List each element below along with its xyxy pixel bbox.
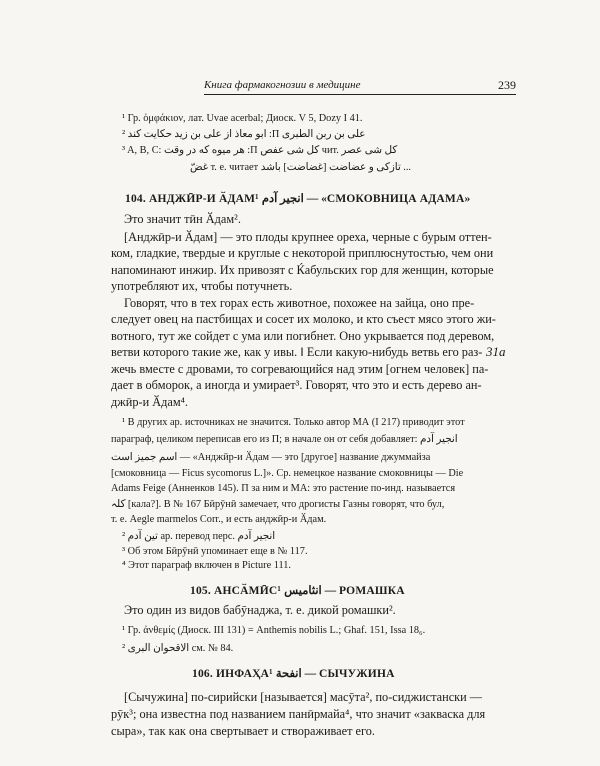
entry-104-line: вотного, тут же сойдет с ума или погибнет. Оно укрывается под деревом,	[111, 329, 495, 343]
footnote-2-arabic: ² ابو معاذ از علی بن زید حکایت کند :П علی بن ربن الطبری	[122, 129, 366, 140]
entry-104-line: ком, гладкие, твердые и круглые с некоторой приплюснутостью, чем они	[111, 246, 494, 260]
footnote-104-1-cont: کلہ [кала?]. В № 167 Бӣрӯнӣ замечает, что дрогисты Газны говорят, что бул,	[111, 499, 445, 510]
entry-104-line: Говорят, что в тех горах есть животное, похожее на зайца, оно пре-	[124, 296, 475, 310]
running-head	[204, 79, 516, 95]
footnote-104-1-cont: [смоковница — Ficus sycomorus L.]». Ср. немецкое название смоковницы — Die	[111, 468, 464, 479]
entry-104-heading: 104. АНДЖӢР-И ӐДАМ¹ انجیر آدم — «СМОКОВНИЦА АДАМА»	[125, 193, 471, 205]
entry-104-line: жечь вместе с дровами, то согревающийся над этим [огнем человек] па-	[111, 362, 489, 376]
entry-106-line: рӯк³; она известна под названием панӣрмайа⁴, что значит «закваска для	[111, 707, 486, 721]
entry-105-heading: 105. АНСӐМӢС¹ انثامیس — РОМАШКА	[190, 585, 405, 597]
footnote-104-1-cont: т. е. Aegle marmelos Corr., и есть анджӣр-и Ӑдам.	[111, 514, 327, 525]
footnote-104-1-cont: Adams Feige (Анненков 145). П за ним и МА: это растение по-инд. называется	[111, 483, 456, 494]
footnote-104-1-cont: اسم جمیز است — «Анджӣр-и Ӑдам — это [другое] название джуммайза	[111, 452, 431, 463]
entry-105-line: Это один из видов бабӯнаджа, т. е. дикой ромашки².	[124, 603, 396, 617]
entry-104-line: Это значит тӣн Ӑдам².	[124, 212, 241, 226]
footnote-3-continuation: غضّ т. е. читает تازکی و عضاضت [غضاضت] باشد ...	[190, 162, 411, 173]
footnote-104-1: ¹ В других ар. источниках не значится. Только автор МА (I 217) приводит этот	[122, 417, 465, 428]
running-head-title: Книга фармакогнозии в медицине	[204, 79, 361, 91]
footnote-105-1: ¹ Гр. ἀνθεμίς (Диоск. III 131) = Anthemis nobilis L.; Ghaf. 151, Issa 18₆.	[122, 625, 426, 636]
entry-104-line: джӣр-и Ӑдам⁴.	[111, 395, 188, 409]
entry-104-line: [Анджӣр-и Ӑдам] — это плоды крупнее ореха, черные с бурым оттен-	[124, 230, 492, 244]
entry-104-line: напоминают инжир. Их привозят с Ќабульских гор для женщин, которые	[111, 263, 494, 277]
margin-folio-note: 31a	[486, 344, 506, 359]
entry-104-line: дает в обморок, а иногда и умирает³. Говорят, что это и есть дерево ан-	[111, 378, 482, 392]
entry-104-line: ветви которого такие же, как у ивы. ‖ Если какую-нибудь ветвь его раз-	[111, 345, 483, 359]
entry-104-line: следует овец на пастбищах и сосет их молоко, и кто съест мясо этого жи-	[111, 312, 496, 326]
entry-106-line: [Сычужина] по-сирийски [называется] масӯта², по-сиджистански —	[124, 690, 483, 704]
entry-104-line: употребляют их, чтобы потучнеть.	[111, 279, 293, 293]
footnote-3-arabic: ³ A, B, C: هر میوه که در وقت :Π کل شی عفص чит. کل شی عصر	[122, 145, 398, 156]
footnote-104-1-cont: параграф, целиком переписав его из П; в начале он от себя добавляет: انجیر آدم	[111, 434, 458, 445]
footnote-104-2: ² تین آدم ар. перевод перс. انجیر آدم	[122, 531, 276, 542]
page-number: 239	[498, 78, 516, 92]
footnote-104-3: ³ Об этом Бӣрӯнӣ упоминает еще в № 117.	[122, 546, 308, 557]
footnote-1-omphakion: ¹ Гр. ὀμφάκιον, лат. Uvae acerbal; Диоск. V 5, Dozy I 41.	[122, 113, 363, 124]
entry-106-line: сыра», так как она свертывает и створаживает его.	[111, 724, 375, 738]
entry-106-heading: 106. ИНФАҲА¹ انفحة — СЫЧУЖИНА	[192, 668, 395, 680]
footnote-104-4: ⁴ Этот параграф включен в Picture 111.	[122, 560, 291, 571]
footnote-105-2: ² الاقحوان البری см. № 84.	[122, 643, 234, 654]
